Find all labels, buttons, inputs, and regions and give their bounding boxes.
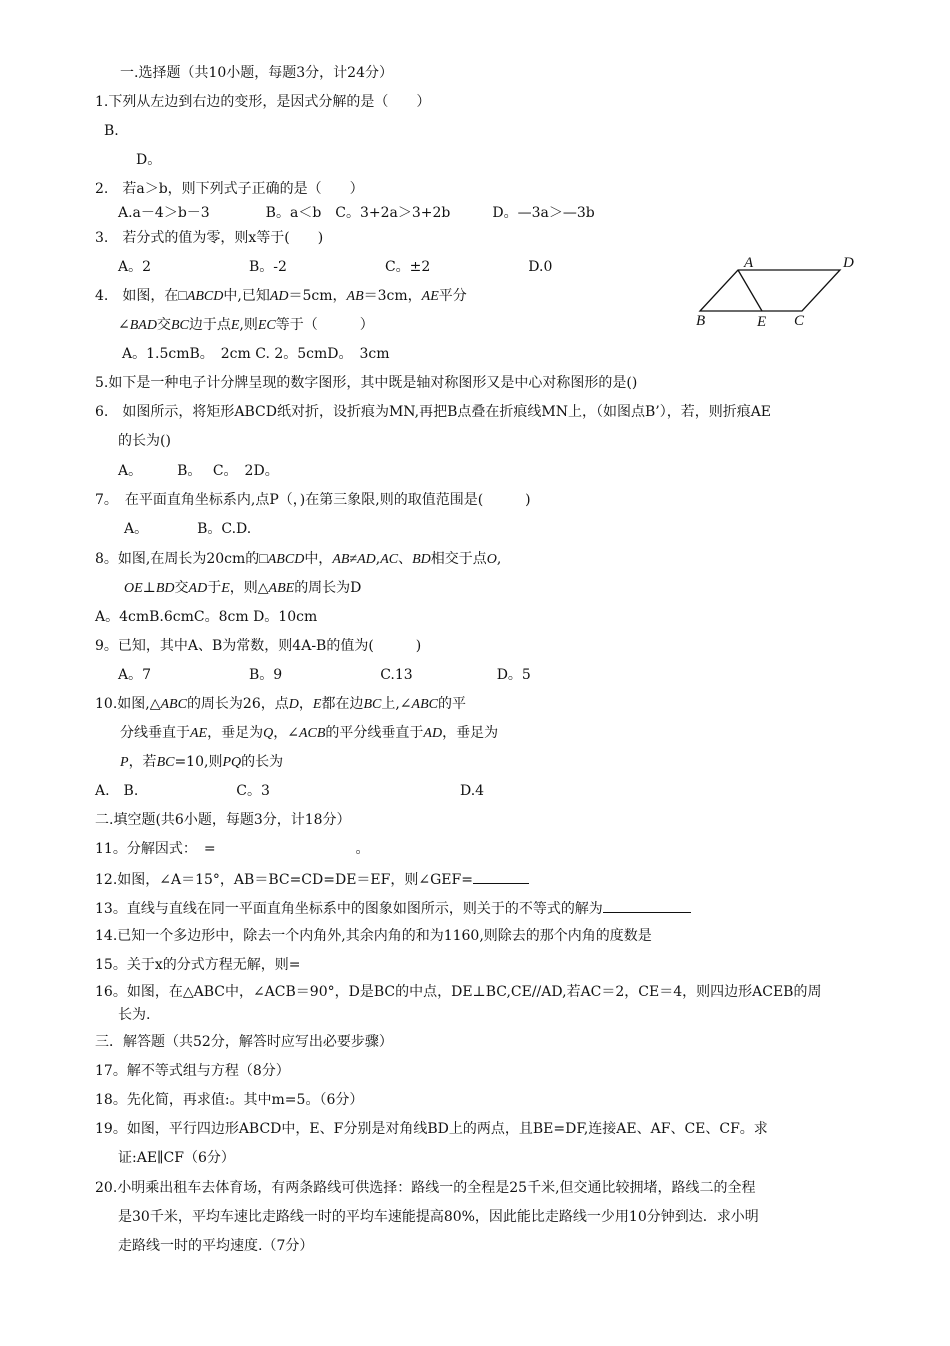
angle-abc: ABC (411, 697, 438, 712)
question-2: 2. 若a＞b，则下列式子正确的是（ ） (95, 181, 364, 197)
segment-ae: AE (190, 726, 208, 741)
parallelogram-name: □ABCD (178, 289, 224, 304)
question-10-options-abc: A. B. C。3 (95, 783, 270, 799)
segment-ab: AB (346, 289, 364, 304)
text: 13。直线与直线在同一平面直角坐标系中的图象如图所示，则关于的不等式的解为 (95, 901, 603, 917)
segment-ad: AD (188, 581, 208, 596)
segment-bc: BC (170, 318, 189, 333)
text: ＝5cm， (288, 288, 347, 304)
text: ，若 (128, 754, 157, 770)
question-19-line-1: 19。如图，平行四边形ABCD中，E、F分别是对角线BD上的两点，且BE=DF,连接AE、AF、CE、CF。求 (95, 1121, 768, 1137)
question-1-option-b: B. (104, 123, 119, 139)
text: ，∠ (273, 725, 299, 741)
text: ⊥ (142, 580, 156, 596)
triangle-abe: ABE (268, 581, 295, 596)
question-10-option-d: D.4 (460, 783, 485, 799)
parallelogram-outline (700, 270, 840, 311)
question-17: 17。解不等式组与方程（8分） (95, 1063, 290, 1079)
segment-bc: BC (156, 755, 175, 770)
question-8-line-2 (124, 579, 361, 598)
question-12 (95, 869, 529, 889)
segment-ae-line (738, 270, 762, 311)
question-13 (95, 898, 691, 918)
question-6-line-1: 6. 如图所示，将矩形ABCD纸对折，设折痕为MN,再把B点叠在折痕线MN上，（如图点B’），若，则折痕AE (95, 404, 772, 420)
question-3-options: A。2 B。-2 C。±2 D.0 (118, 259, 553, 275)
angle-acb: ACB (298, 726, 326, 741)
text: 边于点 (188, 317, 231, 333)
question-9-options: A。7 B。9 C.13 D。5 (118, 667, 531, 683)
text: 上,∠ (381, 696, 412, 712)
question-4-line-1 (95, 287, 467, 306)
segment-oe: OE (124, 581, 143, 596)
text: 10.如图,△ (95, 696, 161, 712)
segment-ad: AD (423, 726, 443, 741)
question-19-line-2: 证:AE∥CF（6分） (118, 1150, 235, 1166)
answer-blank (603, 898, 691, 913)
label-a: A (744, 255, 754, 271)
text: 的平 (437, 696, 466, 712)
diagonal-bd: BD (155, 581, 175, 596)
question-6-line-2: 的长为() (118, 433, 171, 449)
text: 、 (398, 551, 413, 567)
text: 相交于点 (430, 551, 487, 567)
point-e: E (312, 697, 322, 712)
question-10-line-2 (120, 724, 498, 743)
question-20-line-3: 走路线一时的平均速度.（7分） (118, 1238, 314, 1254)
question-18: 18。先化简，再求值:。其中m=5。（6分） (95, 1092, 364, 1108)
question-20-line-1: 20.小明乘出租车去体育场，有两条路线可供选择：路线一的全程是25千米,但交通比较拥堵，路线二的全程 (95, 1180, 756, 1196)
text: 平分 (438, 288, 467, 304)
point-e: E (230, 318, 240, 333)
text: =10,则 (174, 754, 223, 770)
text: 交 (174, 580, 189, 596)
point-e: E (221, 581, 230, 596)
question-4-line-2 (118, 316, 374, 335)
diagonal-bd: BD (412, 552, 431, 567)
text: ＝3cm， (363, 288, 422, 304)
section-3-title: 三．解答题（共52分，解答时应写出必要步骤） (95, 1034, 393, 1050)
question-1: 1.下列从左边到右边的变形，是因式分解的是（ ） (95, 94, 431, 110)
question-14: 14.已知一个多边形中，除去一个内角外,其余内角的和为1160,则除去的那个内角的度数是 (95, 928, 652, 944)
question-4-options: A。1.5cmB。 2cm C. 2。5cmD。 3cm (122, 346, 390, 362)
text: 交 (156, 317, 171, 333)
question-3: 3. 若分式的值为零，则x等于( ) (95, 230, 324, 246)
segment-bc: BC (363, 697, 382, 712)
text: ，垂足为 (207, 725, 264, 741)
segment-relation: AB≠AD (332, 552, 376, 567)
text: ， (298, 696, 313, 712)
text: ∠ (118, 317, 130, 333)
text: 的长为 (241, 754, 284, 770)
question-10-line-1 (95, 695, 466, 714)
diagonal-ac: AC (380, 552, 399, 567)
label-e: E (757, 314, 767, 330)
question-1-option-d: D。 (136, 152, 162, 168)
label-d: D (843, 255, 854, 271)
text: ，垂足为 (442, 725, 499, 741)
text: 的平分线垂直于 (325, 725, 424, 741)
question-20-line-2: 是30千米，平均车速比走路线一时的平均车速能提高80%，因此能比走路线一少用10分钟到达．求小明 (118, 1209, 759, 1225)
text: 于 (207, 580, 222, 596)
label-b: B (696, 313, 706, 329)
question-8-line-1 (95, 550, 501, 569)
text: 的周长为D (294, 580, 362, 596)
text: 中,已知 (223, 288, 270, 304)
question-15: 15。关于x的分式方程无解，则= (95, 957, 301, 973)
section-2-title: 二.填空题(共6小题，每题3分，计18分） (95, 812, 351, 828)
parallelogram-figure (690, 252, 870, 332)
text: ，则△ (229, 580, 269, 596)
text: 分线垂直于 (120, 725, 190, 741)
segment-ae: AE (421, 289, 439, 304)
parallelogram-name: □ABCD (259, 552, 305, 567)
question-10-line-3 (120, 753, 283, 772)
question-9: 9。已知，其中A、B为常数，则4A-B的值为( ) (95, 638, 422, 654)
segment-pq: PQ (222, 755, 242, 770)
text: 4. 如图，在 (95, 288, 179, 304)
answer-blank (473, 869, 529, 884)
triangle-abc: ABC (160, 697, 187, 712)
text: 中， (304, 551, 333, 567)
angle-bad: BAD (129, 318, 157, 333)
question-6-options: A。 B。 C。 2D。 (118, 463, 279, 479)
question-7: 7。 在平面直角坐标系内,点P（，)在第三象限,则的取值范围是( ) (95, 492, 531, 508)
text: , (375, 551, 381, 567)
point-d: D (288, 697, 299, 712)
question-16-line-1: 16。如图，在△ABC中，∠ACB＝90°，D是BC的中点，DE⊥BC,CE//AD,若AC＝2，CE＝4，则四边形ACEB的周 (95, 984, 822, 1000)
section-1-title: 一.选择题（共10小题，每题3分，计24分） (120, 65, 393, 81)
point-o: O (486, 552, 497, 567)
text: 8。如图,在周长为20cm的 (95, 551, 260, 567)
text: , (496, 551, 502, 567)
point-p: P (120, 755, 129, 770)
text: 12.如图，∠A＝15°，AB＝BC=CD=DE＝EF，则∠GEF= (95, 872, 473, 888)
question-7-options: A。 B。C.D. (124, 521, 252, 537)
point-q: Q (263, 726, 274, 741)
segment-ad: AD (269, 289, 289, 304)
question-5: 5.如下是一种电子计分牌呈现的数字图形，其中既是轴对称图形又是中心对称图形的是() (95, 375, 638, 391)
question-8-options: A。4cmB.6cmC。8cm D。10cm (95, 609, 318, 625)
text: 的周长为26，点 (186, 696, 289, 712)
text: ,则 (239, 317, 258, 333)
question-11: 11。分解因式： = 。 (95, 841, 370, 857)
question-16-line-2: 长为. (118, 1007, 151, 1023)
text: 都在边 (321, 696, 364, 712)
label-c: C (794, 313, 805, 329)
text: 等于（ ） (275, 317, 374, 333)
question-2-options: A.a－4＞b－3 B。a＜b C。3+2a＞3+2b D。—3a＞—3b (118, 205, 595, 221)
segment-ec: EC (257, 318, 276, 333)
